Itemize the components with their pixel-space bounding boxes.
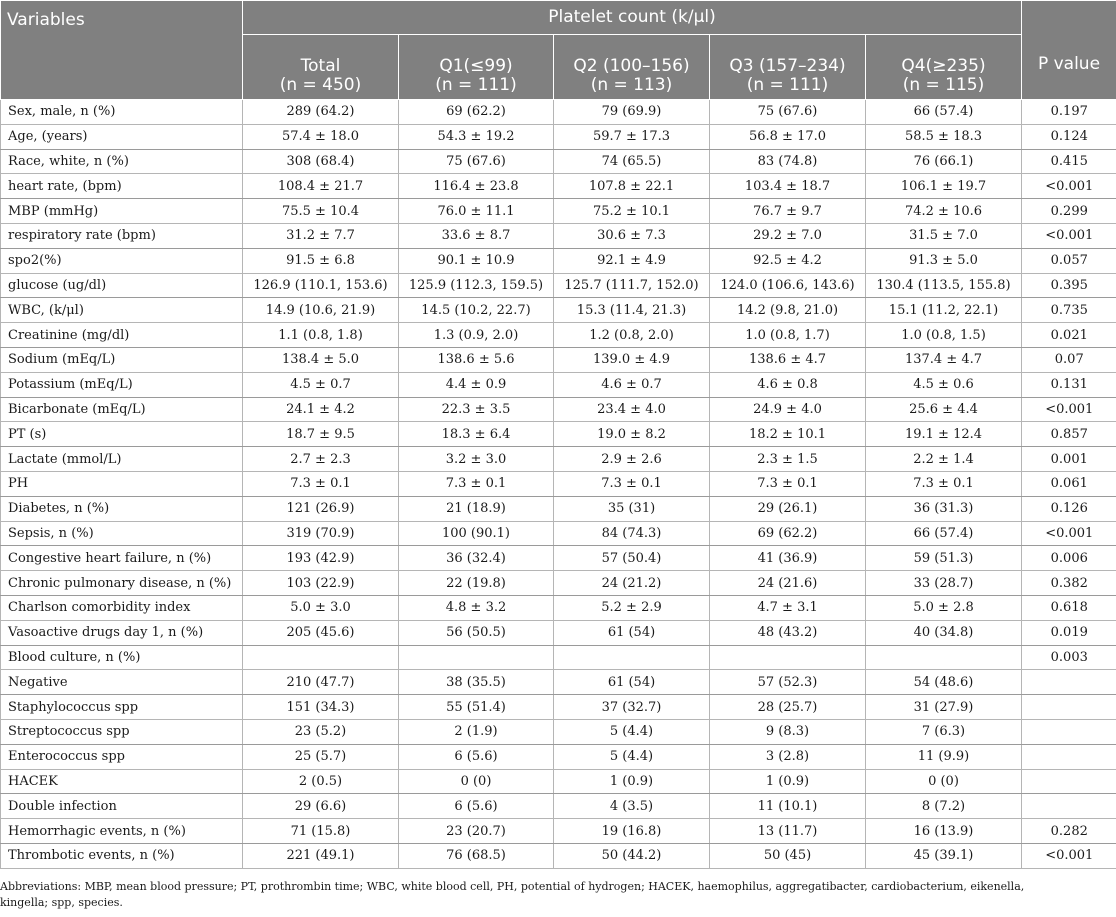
value-cell: 151 (34.3) <box>243 695 399 720</box>
row-label: HACEK <box>1 769 243 794</box>
row-label: glucose (ug/dl) <box>1 273 243 298</box>
p-value-cell: 0.618 <box>1022 595 1116 620</box>
p-value-cell <box>1022 744 1116 769</box>
value-cell: 2.2 ± 1.4 <box>866 447 1022 472</box>
row-label: Sodium (mEq/L) <box>1 347 243 372</box>
p-value-cell <box>1022 695 1116 720</box>
table-row <box>1 298 1116 323</box>
value-cell: 31 (27.9) <box>866 695 1022 720</box>
value-cell: 75 (67.6) <box>710 100 866 125</box>
value-cell: 5 (4.4) <box>554 719 710 744</box>
value-cell: 31.5 ± 7.0 <box>866 223 1022 248</box>
value-cell: 50 (45) <box>710 843 866 868</box>
value-cell: 50 (44.2) <box>554 843 710 868</box>
value-cell: 91.5 ± 6.8 <box>243 248 399 273</box>
value-cell: 36 (31.3) <box>866 496 1022 521</box>
value-cell: 54.3 ± 19.2 <box>399 124 554 149</box>
value-cell: 193 (42.9) <box>243 546 399 571</box>
value-cell: 0 (0) <box>866 769 1022 794</box>
table-row <box>1 422 1116 447</box>
value-cell: 124.0 (106.6, 143.6) <box>710 273 866 298</box>
value-cell: 14.9 (10.6, 21.9) <box>243 298 399 323</box>
row-label: Blood culture, n (%) <box>1 645 243 670</box>
p-value-cell: 0.282 <box>1022 819 1116 844</box>
value-cell: 36 (32.4) <box>399 546 554 571</box>
value-cell: 29.2 ± 7.0 <box>710 223 866 248</box>
value-cell: 138.4 ± 5.0 <box>243 347 399 372</box>
value-cell: 221 (49.1) <box>243 843 399 868</box>
value-cell: 4.5 ± 0.7 <box>243 372 399 397</box>
column-header <box>243 35 399 100</box>
row-label: WBC, (k/μl) <box>1 298 243 323</box>
column-count: (n = 450) <box>279 75 362 95</box>
value-cell: 6 (5.6) <box>399 744 554 769</box>
value-cell: 57 (52.3) <box>710 670 866 695</box>
table-row <box>1 546 1116 571</box>
value-cell: 130.4 (113.5, 155.8) <box>866 273 1022 298</box>
table-row <box>1 744 1116 769</box>
value-cell: 210 (47.7) <box>243 670 399 695</box>
value-cell: 5 (4.4) <box>554 744 710 769</box>
value-cell: 3 (2.8) <box>710 744 866 769</box>
row-label: PT (s) <box>1 422 243 447</box>
row-label: Streptococcus spp <box>1 719 243 744</box>
value-cell <box>399 645 554 670</box>
value-cell: 45 (39.1) <box>866 843 1022 868</box>
value-cell: 75.2 ± 10.1 <box>554 199 710 224</box>
value-cell: 14.5 (10.2, 22.7) <box>399 298 554 323</box>
variables-header: Variables <box>1 1 243 100</box>
value-cell: 7.3 ± 0.1 <box>243 471 399 496</box>
value-cell: 30.6 ± 7.3 <box>554 223 710 248</box>
value-cell <box>710 645 866 670</box>
p-value-cell: <0.001 <box>1022 843 1116 868</box>
value-cell: 37 (32.7) <box>554 695 710 720</box>
value-cell: 69 (62.2) <box>710 521 866 546</box>
p-value-cell: 0.735 <box>1022 298 1116 323</box>
value-cell: 38 (35.5) <box>399 670 554 695</box>
p-value-cell: 0.124 <box>1022 124 1116 149</box>
p-value-cell <box>1022 670 1116 695</box>
p-value-cell: 0.131 <box>1022 372 1116 397</box>
value-cell: 61 (54) <box>554 620 710 645</box>
value-cell: 18.3 ± 6.4 <box>399 422 554 447</box>
p-value-cell: 0.07 <box>1022 347 1116 372</box>
value-cell: 23.4 ± 4.0 <box>554 397 710 422</box>
value-cell: 76.7 ± 9.7 <box>710 199 866 224</box>
footnote <box>0 879 1116 911</box>
table-row <box>1 447 1116 472</box>
value-cell: 14.2 (9.8, 21.0) <box>710 298 866 323</box>
value-cell: 16 (13.9) <box>866 819 1022 844</box>
p-value-cell: 0.001 <box>1022 447 1116 472</box>
row-label: Enterococcus spp <box>1 744 243 769</box>
value-cell: 54 (48.6) <box>866 670 1022 695</box>
row-label: Age, (years) <box>1 124 243 149</box>
value-cell: 5.0 ± 3.0 <box>243 595 399 620</box>
value-cell: 29 (26.1) <box>710 496 866 521</box>
p-value-cell: 0.021 <box>1022 323 1116 348</box>
value-cell: 106.1 ± 19.7 <box>866 174 1022 199</box>
p-value-cell: <0.001 <box>1022 521 1116 546</box>
value-cell: 4.8 ± 3.2 <box>399 595 554 620</box>
p-value-cell: 0.003 <box>1022 645 1116 670</box>
value-cell: 11 (9.9) <box>866 744 1022 769</box>
table-row <box>1 199 1116 224</box>
value-cell: 25.6 ± 4.4 <box>866 397 1022 422</box>
row-label: Creatinine (mg/dl) <box>1 323 243 348</box>
footnote-line-1: Abbreviations: MBP, mean blood pressure; PT, prothrombin time; WBC, white blood cell, PH, potential of hydrogen; HACEK, haemophilus, aggregatibacter, cardiobacterium, eikenella, <box>0 880 1025 893</box>
p-value-cell <box>1022 769 1116 794</box>
row-label: Sepsis, n (%) <box>1 521 243 546</box>
value-cell: 7.3 ± 0.1 <box>399 471 554 496</box>
value-cell: 66 (57.4) <box>866 100 1022 125</box>
value-cell: 2 (0.5) <box>243 769 399 794</box>
value-cell: 79 (69.9) <box>554 100 710 125</box>
value-cell: 75.5 ± 10.4 <box>243 199 399 224</box>
value-cell: 90.1 ± 10.9 <box>399 248 554 273</box>
value-cell: 31.2 ± 7.7 <box>243 223 399 248</box>
value-cell: 71 (15.8) <box>243 819 399 844</box>
value-cell: 5.0 ± 2.8 <box>866 595 1022 620</box>
column-label: Total <box>300 56 341 76</box>
value-cell: 138.6 ± 5.6 <box>399 347 554 372</box>
row-label: Negative <box>1 670 243 695</box>
row-label: Race, white, n (%) <box>1 149 243 174</box>
table-row <box>1 174 1116 199</box>
p-value-cell: 0.197 <box>1022 100 1116 125</box>
value-cell: 4.7 ± 3.1 <box>710 595 866 620</box>
value-cell: 59.7 ± 17.3 <box>554 124 710 149</box>
value-cell: 4.6 ± 0.8 <box>710 372 866 397</box>
value-cell: 91.3 ± 5.0 <box>866 248 1022 273</box>
row-label: Charlson comorbidity index <box>1 595 243 620</box>
column-label: Q2 (100–156) <box>573 56 690 76</box>
value-cell: 76 (68.5) <box>399 843 554 868</box>
p-value-cell: 0.395 <box>1022 273 1116 298</box>
column-label: Q4(≥235) <box>901 56 986 76</box>
column-header <box>399 35 554 100</box>
value-cell: 92.1 ± 4.9 <box>554 248 710 273</box>
row-label: Vasoactive drugs day 1, n (%) <box>1 620 243 645</box>
value-cell: 61 (54) <box>554 670 710 695</box>
value-cell: 205 (45.6) <box>243 620 399 645</box>
value-cell: 92.5 ± 4.2 <box>710 248 866 273</box>
value-cell: 24.9 ± 4.0 <box>710 397 866 422</box>
table-row <box>1 843 1116 868</box>
row-label: PH <box>1 471 243 496</box>
column-header <box>710 35 866 100</box>
column-count: (n = 111) <box>746 75 829 95</box>
value-cell: 56 (50.5) <box>399 620 554 645</box>
value-cell: 48 (43.2) <box>710 620 866 645</box>
row-label: Chronic pulmonary disease, n (%) <box>1 571 243 596</box>
value-cell: 25 (5.7) <box>243 744 399 769</box>
row-label: Bicarbonate (mEq/L) <box>1 397 243 422</box>
value-cell: 33.6 ± 8.7 <box>399 223 554 248</box>
row-label: Diabetes, n (%) <box>1 496 243 521</box>
value-cell <box>554 645 710 670</box>
table-row <box>1 645 1116 670</box>
row-label: Congestive heart failure, n (%) <box>1 546 243 571</box>
table-row <box>1 124 1116 149</box>
row-label: Lactate (mmol/L) <box>1 447 243 472</box>
value-cell: 125.9 (112.3, 159.5) <box>399 273 554 298</box>
value-cell: 23 (20.7) <box>399 819 554 844</box>
row-label: spo2(%) <box>1 248 243 273</box>
value-cell: 57.4 ± 18.0 <box>243 124 399 149</box>
table-row <box>1 670 1116 695</box>
row-label: Double infection <box>1 794 243 819</box>
p-value-cell: 0.057 <box>1022 248 1116 273</box>
p-value-header: P value <box>1022 1 1116 100</box>
value-cell: 116.4 ± 23.8 <box>399 174 554 199</box>
value-cell: 1.1 (0.8, 1.8) <box>243 323 399 348</box>
value-cell: 125.7 (111.7, 152.0) <box>554 273 710 298</box>
value-cell: 24 (21.6) <box>710 571 866 596</box>
value-cell: 8 (7.2) <box>866 794 1022 819</box>
value-cell: 108.4 ± 21.7 <box>243 174 399 199</box>
value-cell: 22.3 ± 3.5 <box>399 397 554 422</box>
column-count: (n = 113) <box>590 75 673 95</box>
value-cell: 1 (0.9) <box>710 769 866 794</box>
value-cell: 7.3 ± 0.1 <box>710 471 866 496</box>
p-value-cell: <0.001 <box>1022 397 1116 422</box>
column-label: Q3 (157–234) <box>729 56 846 76</box>
value-cell: 19 (16.8) <box>554 819 710 844</box>
value-cell: 4.5 ± 0.6 <box>866 372 1022 397</box>
p-value-cell: <0.001 <box>1022 223 1116 248</box>
value-cell: 100 (90.1) <box>399 521 554 546</box>
column-count: (n = 111) <box>435 75 517 95</box>
value-cell: 4 (3.5) <box>554 794 710 819</box>
value-cell: 107.8 ± 22.1 <box>554 174 710 199</box>
table-row <box>1 794 1116 819</box>
value-cell: 69 (62.2) <box>399 100 554 125</box>
table-row <box>1 149 1116 174</box>
value-cell: 5.2 ± 2.9 <box>554 595 710 620</box>
value-cell <box>866 645 1022 670</box>
value-cell: 2.9 ± 2.6 <box>554 447 710 472</box>
p-value-cell: 0.006 <box>1022 546 1116 571</box>
p-value-cell <box>1022 794 1116 819</box>
value-cell: 139.0 ± 4.9 <box>554 347 710 372</box>
table-row <box>1 620 1116 645</box>
value-cell: 15.3 (11.4, 21.3) <box>554 298 710 323</box>
value-cell: 13 (11.7) <box>710 819 866 844</box>
value-cell: 126.9 (110.1, 153.6) <box>243 273 399 298</box>
table-row <box>1 571 1116 596</box>
value-cell: 74 (65.5) <box>554 149 710 174</box>
value-cell: 40 (34.8) <box>866 620 1022 645</box>
value-cell: 1.2 (0.8, 2.0) <box>554 323 710 348</box>
value-cell: 55 (51.4) <box>399 695 554 720</box>
value-cell: 56.8 ± 17.0 <box>710 124 866 149</box>
value-cell: 28 (25.7) <box>710 695 866 720</box>
value-cell: 138.6 ± 4.7 <box>710 347 866 372</box>
p-value-cell: 0.019 <box>1022 620 1116 645</box>
value-cell: 103.4 ± 18.7 <box>710 174 866 199</box>
value-cell: 7.3 ± 0.1 <box>866 471 1022 496</box>
table-row <box>1 471 1116 496</box>
value-cell: 58.5 ± 18.3 <box>866 124 1022 149</box>
value-cell: 23 (5.2) <box>243 719 399 744</box>
table-row <box>1 397 1116 422</box>
value-cell: 2.7 ± 2.3 <box>243 447 399 472</box>
value-cell: 6 (5.6) <box>399 794 554 819</box>
row-label: Thrombotic events, n (%) <box>1 843 243 868</box>
value-cell: 74.2 ± 10.6 <box>866 199 1022 224</box>
value-cell: 289 (64.2) <box>243 100 399 125</box>
value-cell: 308 (68.4) <box>243 149 399 174</box>
table-row <box>1 248 1116 273</box>
table-row <box>1 372 1116 397</box>
row-label: respiratory rate (bpm) <box>1 223 243 248</box>
value-cell: 83 (74.8) <box>710 149 866 174</box>
table-row <box>1 819 1116 844</box>
value-cell: 24 (21.2) <box>554 571 710 596</box>
value-cell <box>243 645 399 670</box>
table-row <box>1 496 1116 521</box>
platelet-group-header: Platelet count (k/μl) <box>243 1 1022 35</box>
p-value-cell <box>1022 719 1116 744</box>
table-row <box>1 719 1116 744</box>
value-cell: 33 (28.7) <box>866 571 1022 596</box>
value-cell: 24.1 ± 4.2 <box>243 397 399 422</box>
p-value-cell: 0.126 <box>1022 496 1116 521</box>
value-cell: 3.2 ± 3.0 <box>399 447 554 472</box>
value-cell: 76 (66.1) <box>866 149 1022 174</box>
column-header <box>866 35 1022 100</box>
value-cell: 2.3 ± 1.5 <box>710 447 866 472</box>
table-row <box>1 323 1116 348</box>
value-cell: 319 (70.9) <box>243 521 399 546</box>
value-cell: 9 (8.3) <box>710 719 866 744</box>
column-count: (n = 115) <box>902 75 985 95</box>
value-cell: 137.4 ± 4.7 <box>866 347 1022 372</box>
footnote-line-2: kingella; spp, species. <box>0 896 123 909</box>
p-value-cell: 0.857 <box>1022 422 1116 447</box>
p-value-cell: 0.382 <box>1022 571 1116 596</box>
value-cell: 1.0 (0.8, 1.5) <box>866 323 1022 348</box>
table-row <box>1 521 1116 546</box>
value-cell: 7 (6.3) <box>866 719 1022 744</box>
value-cell: 35 (31) <box>554 496 710 521</box>
value-cell: 66 (57.4) <box>866 521 1022 546</box>
table-row <box>1 595 1116 620</box>
row-label: Sex, male, n (%) <box>1 100 243 125</box>
value-cell: 75 (67.6) <box>399 149 554 174</box>
value-cell: 1 (0.9) <box>554 769 710 794</box>
value-cell: 57 (50.4) <box>554 546 710 571</box>
table-row <box>1 769 1116 794</box>
value-cell: 29 (6.6) <box>243 794 399 819</box>
value-cell: 19.0 ± 8.2 <box>554 422 710 447</box>
value-cell: 59 (51.3) <box>866 546 1022 571</box>
value-cell: 4.6 ± 0.7 <box>554 372 710 397</box>
value-cell: 15.1 (11.2, 22.1) <box>866 298 1022 323</box>
column-header <box>554 35 710 100</box>
value-cell: 103 (22.9) <box>243 571 399 596</box>
row-label: Hemorrhagic events, n (%) <box>1 819 243 844</box>
row-label: heart rate, (bpm) <box>1 174 243 199</box>
row-label: Potassium (mEq/L) <box>1 372 243 397</box>
table-row <box>1 273 1116 298</box>
value-cell: 4.4 ± 0.9 <box>399 372 554 397</box>
row-label: Staphylococcus spp <box>1 695 243 720</box>
table-row <box>1 695 1116 720</box>
table-row <box>1 223 1116 248</box>
table-row <box>1 347 1116 372</box>
row-label: MBP (mmHg) <box>1 199 243 224</box>
value-cell: 22 (19.8) <box>399 571 554 596</box>
value-cell: 76.0 ± 11.1 <box>399 199 554 224</box>
value-cell: 1.3 (0.9, 2.0) <box>399 323 554 348</box>
value-cell: 18.2 ± 10.1 <box>710 422 866 447</box>
value-cell: 1.0 (0.8, 1.7) <box>710 323 866 348</box>
value-cell: 2 (1.9) <box>399 719 554 744</box>
p-value-cell: 0.061 <box>1022 471 1116 496</box>
value-cell: 7.3 ± 0.1 <box>554 471 710 496</box>
p-value-cell: <0.001 <box>1022 174 1116 199</box>
table-row <box>1 100 1116 125</box>
p-value-cell: 0.415 <box>1022 149 1116 174</box>
value-cell: 19.1 ± 12.4 <box>866 422 1022 447</box>
value-cell: 18.7 ± 9.5 <box>243 422 399 447</box>
value-cell: 21 (18.9) <box>399 496 554 521</box>
value-cell: 84 (74.3) <box>554 521 710 546</box>
p-value-cell: 0.299 <box>1022 199 1116 224</box>
value-cell: 41 (36.9) <box>710 546 866 571</box>
value-cell: 0 (0) <box>399 769 554 794</box>
value-cell: 121 (26.9) <box>243 496 399 521</box>
value-cell: 11 (10.1) <box>710 794 866 819</box>
column-label: Q1(≤99) <box>439 56 513 76</box>
